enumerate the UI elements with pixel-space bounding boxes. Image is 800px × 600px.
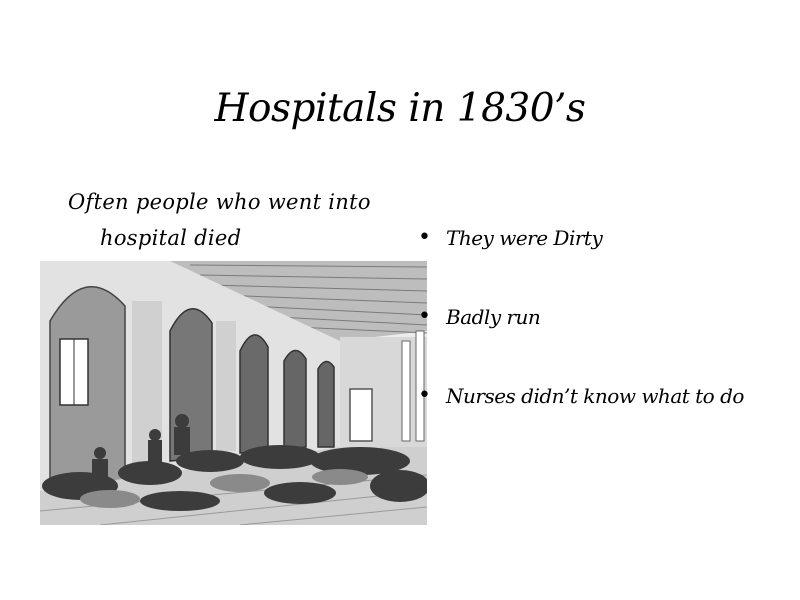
bullet-icon: •	[418, 225, 431, 250]
bullet-text: Nurses didn’t know what to do	[446, 384, 744, 408]
bullet-item	[416, 380, 746, 412]
bullet-icon: •	[418, 304, 431, 329]
bullet-item	[416, 301, 746, 333]
image-caption: Often people who went into hospital died	[68, 190, 371, 250]
bullet-list	[416, 222, 746, 459]
slide-title: Hospitals in 1830’s	[214, 86, 586, 131]
bullet-text: Badly run	[446, 305, 541, 329]
bullet-text: They were Dirty	[446, 226, 603, 250]
hospital-ward-illustration	[40, 261, 427, 525]
bullet-icon: •	[418, 383, 431, 408]
hospital-ward-engraving-icon	[40, 261, 427, 525]
bullet-item	[416, 222, 746, 254]
